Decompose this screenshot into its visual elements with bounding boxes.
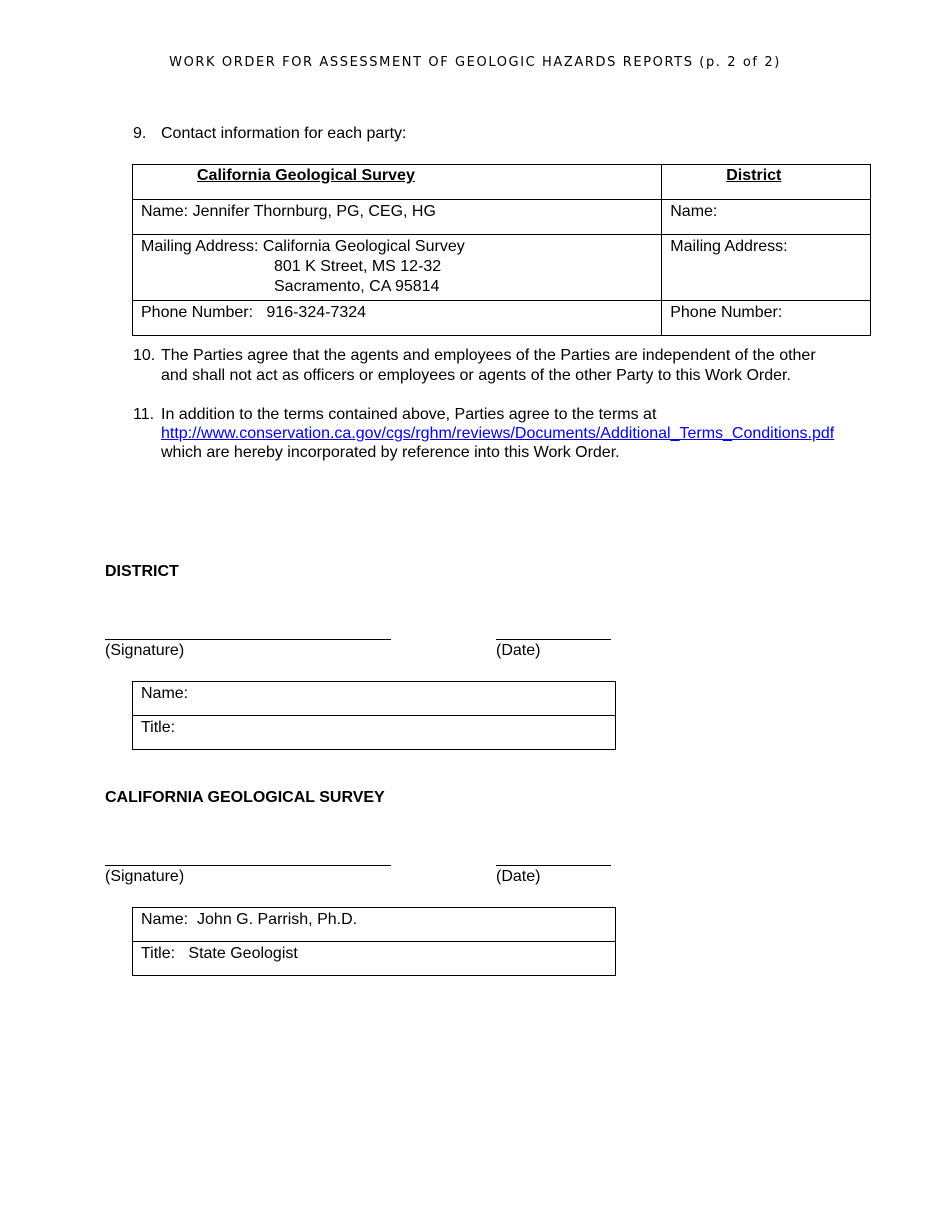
cgs-phone-cell: Phone Number: 916-324-7324	[133, 301, 662, 336]
cgs-date-line[interactable]	[496, 865, 611, 866]
item-10-line1: The Parties agree that the agents and employees of the Parties are independent of the other	[161, 347, 816, 364]
district-signer-title[interactable]: Title:	[133, 716, 616, 750]
district-address-cell: Mailing Address:	[662, 235, 871, 301]
cgs-date-label: (Date)	[496, 868, 541, 885]
contact-table	[132, 164, 871, 336]
item-9-number: 9.	[133, 125, 147, 142]
district-date-label: (Date)	[496, 642, 541, 659]
cgs-address-cell	[133, 235, 662, 301]
district-signature-label: (Signature)	[105, 642, 185, 659]
terms-conditions-link[interactable]: http://www.conservation.ca.gov/cgs/rghm/reviews/Documents/Additional_Terms_Conditions.pdf	[161, 425, 835, 442]
item-11	[133, 405, 933, 462]
item-11-line3: which are hereby incorporated by reference into this Work Order.	[161, 444, 620, 461]
item-9	[133, 124, 406, 144]
district-name-cell: Name:	[662, 200, 871, 235]
item-11-number: 11.	[133, 406, 155, 423]
item-9-text: Contact information for each party:	[161, 125, 407, 142]
cgs-address-label: Mailing Address:	[141, 238, 259, 255]
cgs-heading: CALIFORNIA GEOLOGICAL SURVEY	[105, 789, 385, 806]
cgs-column-header: California Geological Survey	[133, 165, 662, 200]
item-10-line2: and shall not act as officers or employees or agents of the other Party to this Work Order.	[161, 367, 791, 384]
cgs-signature-label: (Signature)	[105, 868, 185, 885]
page-header: WORK ORDER FOR ASSESSMENT OF GEOLOGIC HAZARDS REPORTS (p. 2 of 2)	[169, 55, 781, 70]
district-date-line[interactable]	[496, 639, 611, 640]
cgs-name-cell: Name: Jennifer Thornburg, PG, CEG, HG	[133, 200, 662, 235]
cgs-signer-box	[132, 907, 616, 976]
item-10-number: 10.	[133, 347, 156, 364]
district-phone-cell: Phone Number:	[662, 301, 871, 336]
district-column-header: District	[662, 165, 871, 200]
district-signature-line[interactable]	[105, 639, 391, 640]
cgs-signature-line[interactable]	[105, 865, 391, 866]
cgs-address-line3: Sacramento, CA 95814	[274, 278, 440, 295]
district-signer-box	[132, 681, 616, 750]
district-signer-name[interactable]: Name:	[133, 682, 616, 716]
cgs-signer-name: Name: John G. Parrish, Ph.D.	[133, 908, 616, 942]
district-heading: DISTRICT	[105, 563, 179, 580]
item-11-line1: In addition to the terms contained above, Parties agree to the terms at	[161, 406, 657, 423]
cgs-address-line1: California Geological Survey	[262, 238, 465, 255]
cgs-signer-title: Title: State Geologist	[133, 942, 616, 976]
cgs-address-line2: 801 K Street, MS 12-32	[274, 258, 442, 275]
item-10	[133, 346, 893, 386]
